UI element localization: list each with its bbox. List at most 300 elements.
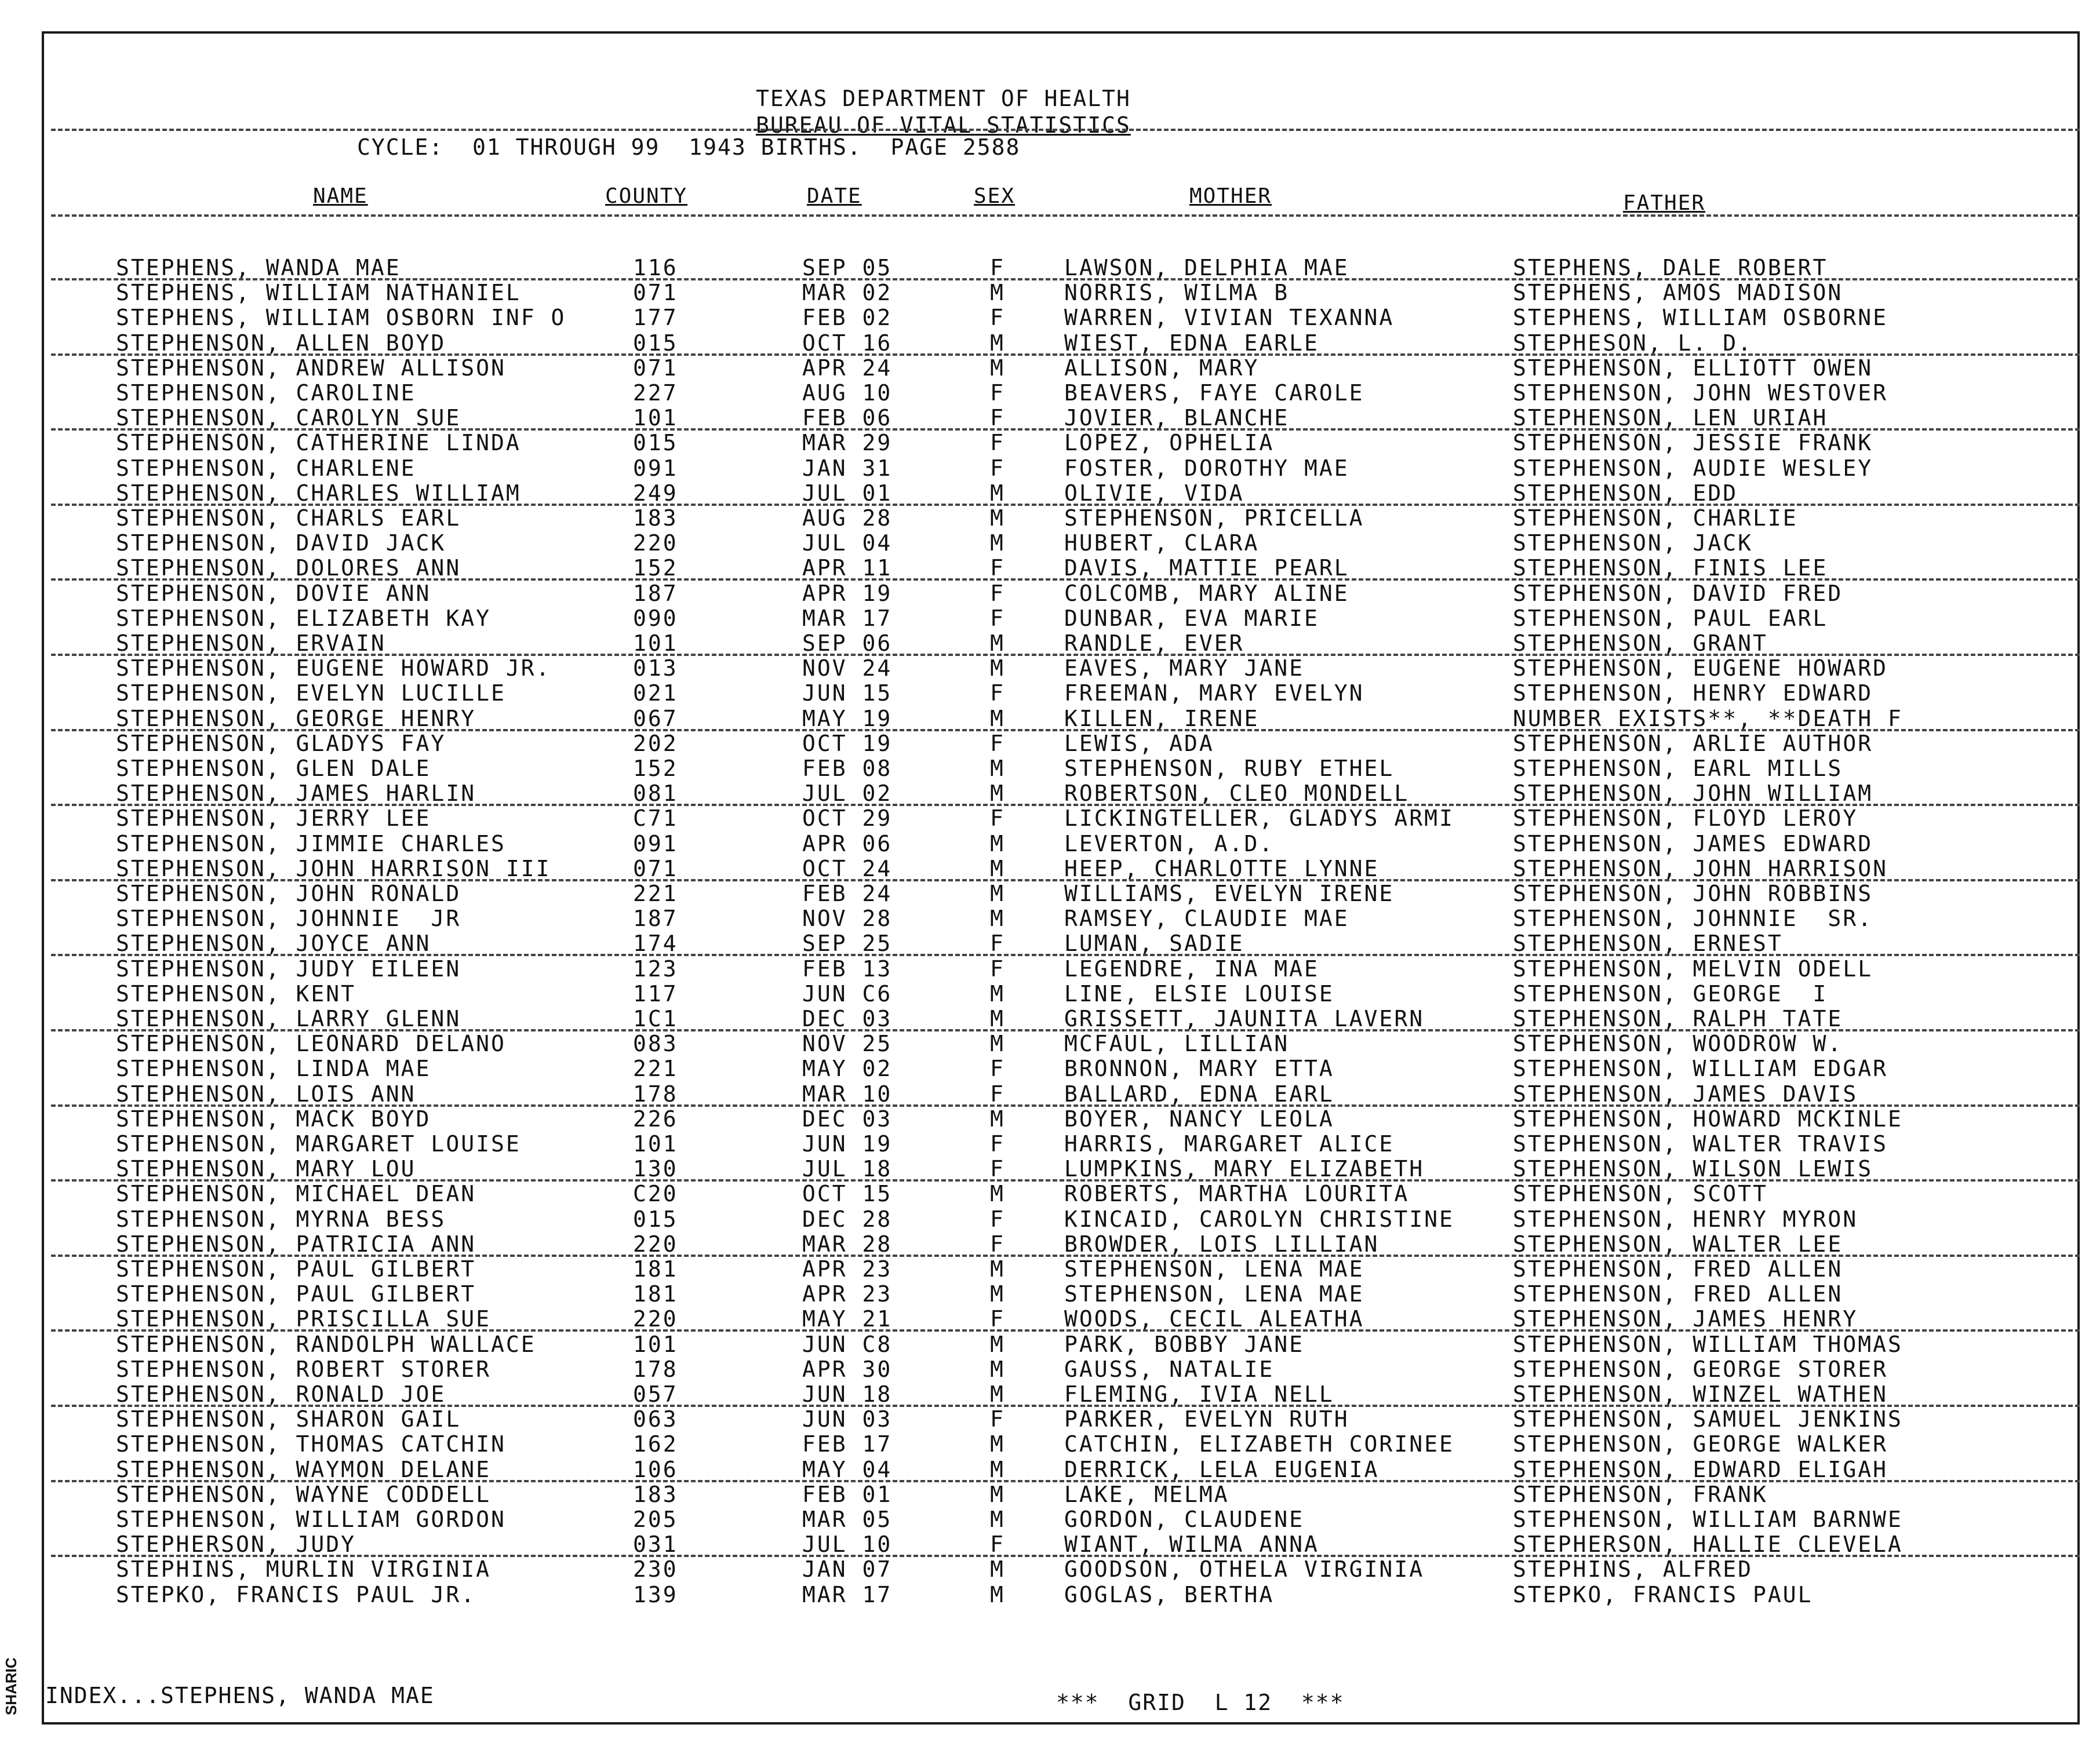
mother-cell: BALLARD, EDNA EARL <box>1064 1081 1334 1107</box>
bureau-title: BUREAU OF VITAL STATISTICS <box>756 112 1131 138</box>
sex-cell: F <box>990 805 1005 832</box>
date-cell: APR 30 <box>802 1356 893 1382</box>
sex-cell: M <box>990 330 1005 356</box>
father-cell: STEPHENSON, WILLIAM THOMAS <box>1513 1331 1903 1357</box>
date-cell: JUN 19 <box>802 1131 893 1157</box>
county-cell: 178 <box>633 1356 678 1382</box>
table-row <box>0 981 2100 1007</box>
name-cell: STEPHENSON, PAUL GILBERT <box>116 1281 476 1307</box>
name-cell: STEPHENS, WILLIAM NATHANIEL <box>116 280 521 306</box>
county-cell: 183 <box>633 1481 678 1507</box>
table-row <box>0 555 2100 581</box>
sex-cell: M <box>990 1507 1005 1532</box>
mother-cell: WARREN, VIVIAN TEXANNA <box>1064 305 1395 331</box>
name-cell: STEPHENSON, SHARON GAIL <box>116 1406 461 1432</box>
table-row <box>0 1306 2100 1332</box>
date-cell: OCT 19 <box>802 730 893 756</box>
county-cell: 177 <box>633 305 678 331</box>
father-cell: STEPHENSON, GEORGE STORER <box>1513 1356 1888 1382</box>
table-row <box>0 305 2100 330</box>
date-cell: APR 11 <box>802 555 893 581</box>
father-cell: STEPHENSON, WILLIAM EDGAR <box>1513 1056 1888 1082</box>
sex-cell: M <box>990 881 1005 906</box>
name-cell: STEPHENSON, MARGARET LOUISE <box>116 1131 521 1157</box>
sex-cell: F <box>990 405 1005 431</box>
sex-cell: M <box>990 781 1005 807</box>
name-cell: STEPHENSON, JERRY LEE <box>116 805 431 832</box>
mother-cell: ROBERTSON, CLEO MONDELL <box>1064 781 1410 807</box>
father-cell: STEPHENSON, JESSIE FRANK <box>1513 430 1873 456</box>
name-cell: STEPHENSON, CHARLES WILLIAM <box>116 480 521 506</box>
mother-cell: LUMPKINS, MARY ELIZABETH <box>1064 1156 1425 1182</box>
name-cell: STEPHENSON, MYRNA BESS <box>116 1206 446 1232</box>
sex-cell: M <box>990 1281 1005 1307</box>
table-row <box>0 630 2100 656</box>
father-cell: STEPHENSON, ERNEST <box>1513 931 1783 957</box>
mother-cell: JOVIER, BLANCHE <box>1064 405 1290 431</box>
sex-cell: M <box>990 1031 1005 1057</box>
father-cell: STEPHENSON, JOHN WESTOVER <box>1513 380 1888 406</box>
date-cell: MAR 10 <box>802 1081 893 1107</box>
date-cell: AUG 28 <box>802 505 893 531</box>
name-cell: STEPHENSON, MARY LOU <box>116 1156 416 1182</box>
table-row <box>0 906 2100 931</box>
table-row <box>0 856 2100 881</box>
name-cell: STEPHERSON, JUDY <box>116 1532 356 1558</box>
father-cell: STEPHENSON, HENRY MYRON <box>1513 1206 1858 1232</box>
name-cell: STEPHENSON, JUDY EILEEN <box>116 956 461 982</box>
father-cell: STEPHENSON, GEORGE I <box>1513 980 1828 1007</box>
sex-cell: M <box>990 1106 1005 1132</box>
father-cell: STEPHENSON, CHARLIE <box>1513 505 1798 531</box>
name-cell: STEPHENSON, RONALD JOE <box>116 1381 446 1407</box>
name-cell: STEPHENSON, WAYNE CODDELL <box>116 1481 491 1507</box>
mother-cell: CATCHIN, ELIZABETH CORINEE <box>1064 1431 1454 1457</box>
sex-cell: M <box>990 1006 1005 1031</box>
date-cell: MAR 29 <box>802 430 893 456</box>
father-cell: STEPHENSON, EARL MILLS <box>1513 756 1843 781</box>
county-cell: 090 <box>633 605 678 631</box>
father-cell: STEPHENSON, JACK <box>1513 530 1753 556</box>
name-cell: STEPHENSON, GEORGE HENRY <box>116 705 476 731</box>
sex-cell: F <box>990 1532 1005 1558</box>
name-cell: STEPHENSON, ERVAIN <box>116 630 386 656</box>
date-cell: FEB 13 <box>802 956 893 982</box>
father-cell: STEPHENSON, JOHN HARRISON <box>1513 855 1888 881</box>
date-cell: JUL 10 <box>802 1532 893 1558</box>
table-row <box>0 405 2100 431</box>
table-row <box>0 606 2100 631</box>
table-row <box>0 581 2100 606</box>
name-cell: STEPHENSON, ELIZABETH KAY <box>116 605 491 631</box>
date-cell: APR 24 <box>802 355 893 381</box>
sex-cell: F <box>990 931 1005 957</box>
county-cell: 152 <box>633 555 678 581</box>
table-row <box>0 430 2100 455</box>
sex-cell: M <box>990 1431 1005 1457</box>
date-cell: JUN C8 <box>802 1331 893 1357</box>
sex-cell: M <box>990 1381 1005 1407</box>
table-row <box>0 1256 2100 1282</box>
father-cell: STEPHENSON, HOWARD MCKINLE <box>1513 1106 1903 1132</box>
name-cell: STEPHENS, WANDA MAE <box>116 255 401 280</box>
mother-cell: BEAVERS, FAYE CAROLE <box>1064 380 1364 406</box>
sex-cell: M <box>990 630 1005 656</box>
county-cell: 202 <box>633 730 678 756</box>
agency-title: TEXAS DEPARTMENT OF HEALTH <box>756 86 1131 111</box>
county-cell: 117 <box>633 980 678 1007</box>
father-cell: STEPHENSON, DAVID FRED <box>1513 580 1843 606</box>
father-cell: STEPHENSON, FINIS LEE <box>1513 555 1828 581</box>
name-cell: STEPHENS, WILLIAM OSBORN INF O <box>116 305 566 331</box>
table-row <box>0 1281 2100 1307</box>
name-cell: STEPHENSON, JOHN RONALD <box>116 881 461 906</box>
county-cell: 081 <box>633 781 678 807</box>
county-cell: 249 <box>633 480 678 506</box>
name-cell: STEPHENSON, DOVIE ANN <box>116 580 431 606</box>
name-cell: STEPHENSON, CHARLS EARL <box>116 505 461 531</box>
sex-cell: M <box>990 980 1005 1007</box>
sex-cell: M <box>990 1581 1005 1607</box>
mother-cell: STEPHENSON, PRICELLA <box>1064 505 1364 531</box>
mother-cell: GOODSON, OTHELA VIRGINIA <box>1064 1556 1425 1583</box>
father-cell: STEPHENSON, FRANK <box>1513 1481 1768 1507</box>
side-code: SHARIC <box>2 1657 20 1715</box>
county-cell: 226 <box>633 1106 678 1132</box>
mother-cell: NORRIS, WILMA B <box>1064 280 1290 306</box>
sex-cell: F <box>990 605 1005 631</box>
mother-cell: ALLISON, MARY <box>1064 355 1260 381</box>
name-cell: STEPHENSON, PATRICIA ANN <box>116 1231 476 1257</box>
father-cell: STEPHENSON, JOHN ROBBINS <box>1513 881 1873 906</box>
mother-cell: LEGENDRE, INA MAE <box>1064 956 1319 982</box>
name-cell: STEPHENSON, DAVID JACK <box>116 530 446 556</box>
county-cell: 067 <box>633 705 678 731</box>
table-row <box>0 831 2100 856</box>
sex-cell: F <box>990 1081 1005 1107</box>
mother-cell: FOSTER, DOROTHY MAE <box>1064 455 1349 481</box>
county-cell: 021 <box>633 680 678 706</box>
county-cell: 101 <box>633 405 678 431</box>
county-cell: 071 <box>633 855 678 881</box>
father-cell: STEPHENSON, JAMES EDWARD <box>1513 830 1873 856</box>
father-cell: STEPHENSON, JAMES HENRY <box>1513 1306 1858 1332</box>
date-cell: SEP 25 <box>802 931 893 957</box>
table-row <box>0 1006 2100 1031</box>
sex-cell: M <box>990 655 1005 681</box>
sex-cell: F <box>990 1056 1005 1082</box>
date-cell: SEP 05 <box>802 255 893 280</box>
mother-cell: LEVERTON, A.D. <box>1064 830 1275 856</box>
county-cell: 057 <box>633 1381 678 1407</box>
father-cell: NUMBER EXISTS**, **DEATH F <box>1513 705 1903 731</box>
table-row <box>0 1231 2100 1257</box>
father-cell: STEPHINS, ALFRED <box>1513 1556 1753 1583</box>
mother-cell: DAVIS, MATTIE PEARL <box>1064 555 1349 581</box>
name-cell: STEPHENSON, DOLORES ANN <box>116 555 461 581</box>
mother-cell: BRONNON, MARY ETTA <box>1064 1056 1334 1082</box>
mother-cell: RANDLE, EVER <box>1064 630 1244 656</box>
name-cell: STEPHENSON, JOHNNIE JR <box>116 906 461 932</box>
sex-cell: F <box>990 730 1005 756</box>
date-cell: OCT 29 <box>802 805 893 832</box>
mother-cell: FLEMING, IVIA NELL <box>1064 1381 1334 1407</box>
father-cell: STEPHENSON, JAMES DAVIS <box>1513 1081 1858 1107</box>
table-row <box>0 1507 2100 1532</box>
father-cell: STEPHENSON, MELVIN ODELL <box>1513 956 1873 982</box>
name-cell: STEPHENSON, CAROLYN SUE <box>116 405 461 431</box>
sex-cell: F <box>990 1406 1005 1432</box>
sex-cell: M <box>990 830 1005 856</box>
mother-cell: COLCOMB, MARY ALINE <box>1064 580 1349 606</box>
mother-cell: STEPHENSON, LENA MAE <box>1064 1256 1364 1282</box>
name-cell: STEPHENSON, RANDOLPH WALLACE <box>116 1331 536 1357</box>
sex-cell: F <box>990 430 1005 456</box>
sex-cell: M <box>990 1456 1005 1482</box>
county-cell: 101 <box>633 1131 678 1157</box>
date-cell: FEB 17 <box>802 1431 893 1457</box>
date-cell: APR 23 <box>802 1256 893 1282</box>
father-cell: STEPHESON, L. D. <box>1513 330 1753 356</box>
table-row <box>0 1056 2100 1081</box>
name-cell: STEPHINS, MURLIN VIRGINIA <box>116 1556 491 1583</box>
sex-cell: M <box>990 530 1005 556</box>
name-cell: STEPHENSON, WAYMON DELANE <box>116 1456 491 1482</box>
county-cell: 101 <box>633 630 678 656</box>
county-cell: C20 <box>633 1181 678 1207</box>
date-cell: JUL 18 <box>802 1156 893 1182</box>
date-cell: OCT 15 <box>802 1181 893 1207</box>
table-row <box>0 455 2100 481</box>
father-cell: STEPHENSON, ELLIOTT OWEN <box>1513 355 1873 381</box>
sex-cell: M <box>990 705 1005 731</box>
county-cell: 106 <box>633 1456 678 1482</box>
mother-cell: LEWIS, ADA <box>1064 730 1214 756</box>
table-row <box>0 1357 2100 1382</box>
mother-cell: PARKER, EVELYN RUTH <box>1064 1406 1349 1432</box>
date-cell: APR 19 <box>802 580 893 606</box>
mother-cell: KILLEN, IRENE <box>1064 705 1260 731</box>
county-cell: 101 <box>633 1331 678 1357</box>
name-cell: STEPHENSON, CAROLINE <box>116 380 416 406</box>
name-cell: STEPHENSON, PRISCILLA SUE <box>116 1306 491 1332</box>
county-cell: 162 <box>633 1431 678 1457</box>
date-cell: OCT 24 <box>802 855 893 881</box>
mother-cell: WOODS, CECIL ALEATHA <box>1064 1306 1364 1332</box>
table-row <box>0 1206 2100 1232</box>
mother-cell: OLIVIE, VIDA <box>1064 480 1244 506</box>
name-cell: STEPHENSON, GLADYS FAY <box>116 730 446 756</box>
sex-cell: M <box>990 855 1005 881</box>
name-cell: STEPHENSON, JAMES HARLIN <box>116 781 476 807</box>
mother-cell: LAWSON, DELPHIA MAE <box>1064 255 1349 280</box>
father-cell: STEPKO, FRANCIS PAUL <box>1513 1581 1813 1607</box>
name-cell: STEPHENSON, ROBERT STORER <box>116 1356 491 1382</box>
county-cell: 091 <box>633 455 678 481</box>
date-cell: MAR 28 <box>802 1231 893 1257</box>
date-cell: OCT 16 <box>802 330 893 356</box>
name-cell: STEPHENSON, JOYCE ANN <box>116 931 431 957</box>
table-row <box>0 1131 2100 1157</box>
county-cell: 123 <box>633 956 678 982</box>
county-cell: 139 <box>633 1581 678 1607</box>
mother-cell: DERRICK, LELA EUGENIA <box>1064 1456 1380 1482</box>
table-row <box>0 1556 2100 1582</box>
mother-cell: DUNBAR, EVA MARIE <box>1064 605 1319 631</box>
name-cell: STEPHENSON, CHARLENE <box>116 455 416 481</box>
sex-cell: M <box>990 480 1005 506</box>
father-cell: STEPHENSON, RALPH TATE <box>1513 1006 1843 1031</box>
mother-cell: LICKINGTELLER, GLADYS ARMI <box>1064 805 1454 832</box>
date-cell: MAR 17 <box>802 1581 893 1607</box>
date-cell: DEC 28 <box>802 1206 893 1232</box>
father-cell: STEPHENSON, WILLIAM BARNWE <box>1513 1507 1903 1532</box>
father-cell: STEPHENS, DALE ROBERT <box>1513 255 1828 280</box>
name-cell: STEPHENSON, LARRY GLENN <box>116 1006 461 1031</box>
name-cell: STEPHENSON, JOHN HARRISON III <box>116 855 551 881</box>
table-row <box>0 1431 2100 1457</box>
table-row <box>0 805 2100 831</box>
sex-cell: F <box>990 1131 1005 1157</box>
name-cell: STEPHENSON, CATHERINE LINDA <box>116 430 521 456</box>
county-cell: 220 <box>633 1306 678 1332</box>
father-cell: STEPHENSON, FRED ALLEN <box>1513 1256 1843 1282</box>
table-row <box>0 380 2100 406</box>
mother-cell: BROWDER, LOIS LILLIAN <box>1064 1231 1380 1257</box>
county-cell: 220 <box>633 1231 678 1257</box>
county-cell: 031 <box>633 1532 678 1558</box>
table-row <box>0 956 2100 982</box>
table-row <box>0 1332 2100 1357</box>
date-cell: MAY 19 <box>802 705 893 731</box>
table-row <box>0 1406 2100 1432</box>
table-row <box>0 530 2100 556</box>
table-row <box>0 355 2100 381</box>
date-cell: JUL 02 <box>802 781 893 807</box>
table-row <box>0 1381 2100 1407</box>
sex-cell: M <box>990 1331 1005 1357</box>
county-cell: 071 <box>633 280 678 306</box>
column-header-father: FATHER <box>1623 191 1706 215</box>
table-row <box>0 1532 2100 1557</box>
table-row <box>0 1457 2100 1482</box>
sex-cell: M <box>990 906 1005 932</box>
column-header-mother: MOTHER <box>1189 184 1272 208</box>
father-cell: STEPHENSON, JOHN WILLIAM <box>1513 781 1873 807</box>
father-cell: STEPHENSON, JOHNNIE SR. <box>1513 906 1873 932</box>
sex-cell: F <box>990 1231 1005 1257</box>
sex-cell: F <box>990 255 1005 280</box>
name-cell: STEPHENSON, ANDREW ALLISON <box>116 355 506 381</box>
mother-cell: LINE, ELSIE LOUISE <box>1064 980 1334 1007</box>
index-footer: INDEX...STEPHENS, WANDA MAE <box>45 1683 435 1708</box>
table-row <box>0 706 2100 731</box>
father-cell: STEPHENSON, ARLIE AUTHOR <box>1513 730 1873 756</box>
county-cell: 1C1 <box>633 1006 678 1031</box>
table-row <box>0 480 2100 506</box>
father-cell: STEPHENSON, EUGENE HOWARD <box>1513 655 1888 681</box>
sex-cell: F <box>990 305 1005 331</box>
father-cell: STEPHERSON, HALLIE CLEVELA <box>1513 1532 1903 1558</box>
county-cell: 183 <box>633 505 678 531</box>
table-row <box>0 1106 2100 1132</box>
date-cell: MAY 02 <box>802 1056 893 1082</box>
name-cell: STEPHENSON, LOIS ANN <box>116 1081 416 1107</box>
date-cell: MAR 05 <box>802 1507 893 1532</box>
table-row <box>0 731 2100 756</box>
table-row <box>0 756 2100 781</box>
mother-cell: BOYER, NANCY LEOLA <box>1064 1106 1334 1132</box>
county-cell: 013 <box>633 655 678 681</box>
date-cell: SEP 06 <box>802 630 893 656</box>
cycle-line: CYCLE: 01 THROUGH 99 1943 BIRTHS. PAGE 2588 <box>357 134 1021 160</box>
father-cell: STEPHENSON, SAMUEL JENKINS <box>1513 1406 1903 1432</box>
table-row <box>0 680 2100 706</box>
column-header-name: NAME <box>313 184 368 208</box>
name-cell: STEPHENSON, THOMAS CATCHIN <box>116 1431 506 1457</box>
county-cell: 187 <box>633 580 678 606</box>
mother-cell: PARK, BOBBY JANE <box>1064 1331 1305 1357</box>
date-cell: FEB 06 <box>802 405 893 431</box>
name-cell: STEPHENSON, MACK BOYD <box>116 1106 431 1132</box>
date-cell: JUL 01 <box>802 480 893 506</box>
table-row <box>0 330 2100 356</box>
table-row <box>0 280 2100 305</box>
sex-cell: M <box>990 505 1005 531</box>
mother-cell: EAVES, MARY JANE <box>1064 655 1305 681</box>
mother-cell: WIEST, EDNA EARLE <box>1064 330 1319 356</box>
date-cell: AUG 10 <box>802 380 893 406</box>
county-cell: 181 <box>633 1256 678 1282</box>
table-row <box>0 1156 2100 1182</box>
mother-cell: GOGLAS, BERTHA <box>1064 1581 1275 1607</box>
date-cell: FEB 08 <box>802 756 893 781</box>
father-cell: STEPHENSON, WILSON LEWIS <box>1513 1156 1873 1182</box>
sex-cell: M <box>990 1556 1005 1583</box>
mother-cell: FREEMAN, MARY EVELYN <box>1064 680 1364 706</box>
sex-cell: F <box>990 1306 1005 1332</box>
father-cell: STEPHENS, AMOS MADISON <box>1513 280 1843 306</box>
mother-cell: RAMSEY, CLAUDIE MAE <box>1064 906 1349 932</box>
sex-cell: M <box>990 1356 1005 1382</box>
father-cell: STEPHENSON, GEORGE WALKER <box>1513 1431 1888 1457</box>
county-cell: 083 <box>633 1031 678 1057</box>
mother-cell: GRISSETT, JAUNITA LAVERN <box>1064 1006 1425 1031</box>
name-cell: STEPHENSON, EVELYN LUCILLE <box>116 680 506 706</box>
name-cell: STEPHENSON, ALLEN BOYD <box>116 330 446 356</box>
father-cell: STEPHENSON, HENRY EDWARD <box>1513 680 1873 706</box>
table-row <box>0 255 2100 280</box>
date-cell: DEC 03 <box>802 1006 893 1031</box>
father-cell: STEPHENSON, FRED ALLEN <box>1513 1281 1843 1307</box>
date-cell: NOV 28 <box>802 906 893 932</box>
county-cell: 130 <box>633 1156 678 1182</box>
date-cell: APR 23 <box>802 1281 893 1307</box>
sex-cell: F <box>990 580 1005 606</box>
father-cell: STEPHENSON, WALTER LEE <box>1513 1231 1843 1257</box>
mother-cell: LUMAN, SADIE <box>1064 931 1244 957</box>
date-cell: MAY 21 <box>802 1306 893 1332</box>
mother-cell: MCFAUL, LILLIAN <box>1064 1031 1290 1057</box>
sex-cell: F <box>990 680 1005 706</box>
county-cell: 015 <box>633 430 678 456</box>
father-cell: STEPHENSON, FLOYD LEROY <box>1513 805 1858 832</box>
mother-cell: LOPEZ, OPHELIA <box>1064 430 1275 456</box>
date-cell: JAN 31 <box>802 455 893 481</box>
mother-cell: KINCAID, CAROLYN CHRISTINE <box>1064 1206 1454 1232</box>
sex-cell: F <box>990 555 1005 581</box>
name-cell: STEPHENSON, JIMMIE CHARLES <box>116 830 506 856</box>
